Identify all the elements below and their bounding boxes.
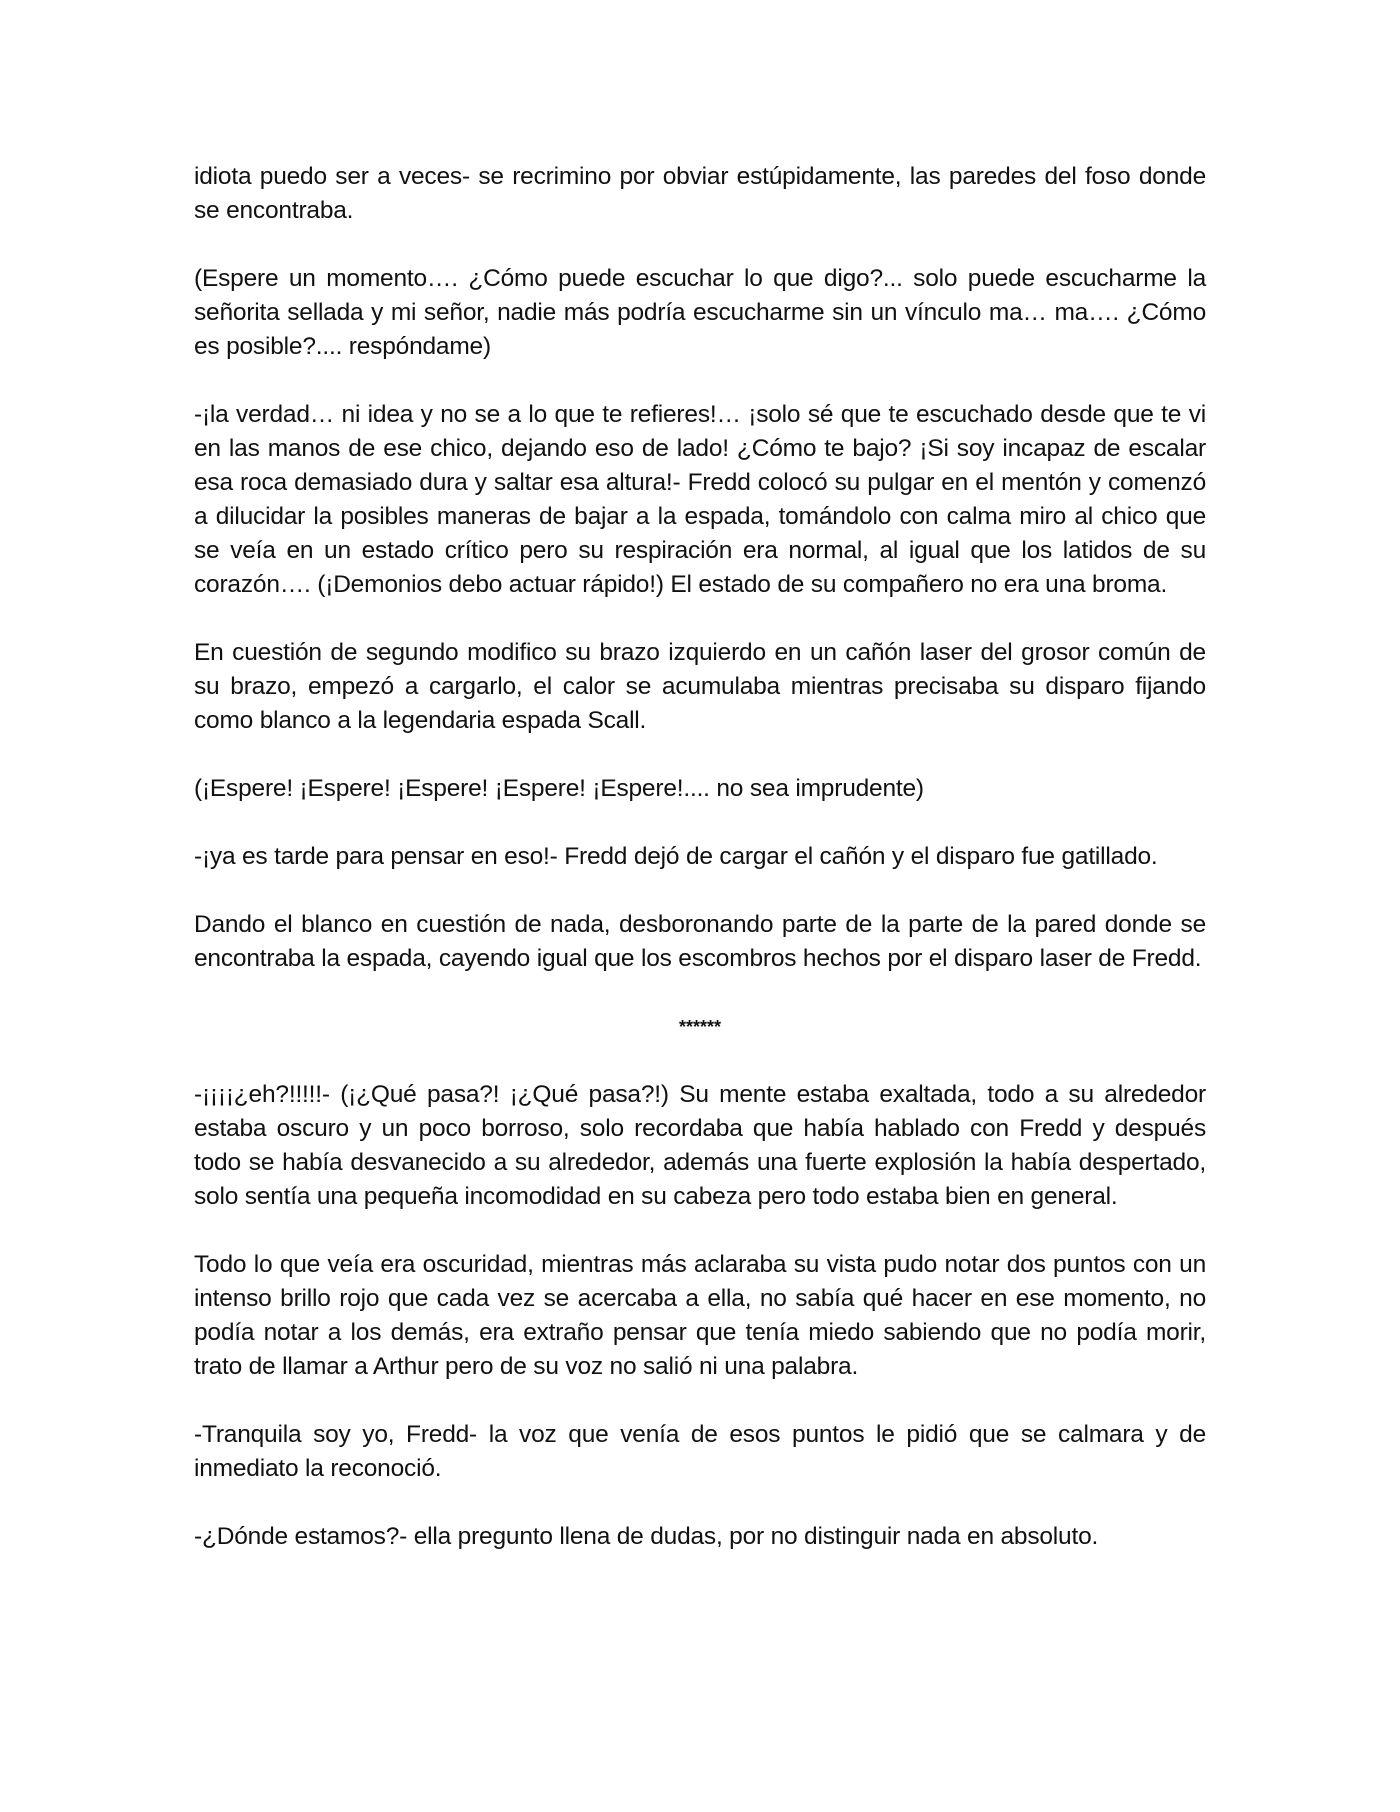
paragraph: -¡la verdad… ni idea y no se a lo que te refieres!… ¡solo sé que te escuchado desde que te vi en las manos de ese chico, dejando eso de lado! ¿Cómo te bajo? ¡Si soy incapaz de escalar esa roca demasiado dura y saltar esa altura!- Fredd colocó su pulgar en el mentón y comenzó a dilucidar la posibles maneras de bajar a la espada, tomándolo con calma miro al chico que se veía en un estado crítico pero su respiración era normal, al igual que los latidos de su corazón…. (¡Demonios debo actuar rápido!) El estado de su compañero no era una broma. — [194, 401, 1206, 598]
paragraph: (Espere un momento…. ¿Cómo puede escuchar lo que digo?... solo puede escucharme la señorita sellada y mi señor, nadie más podría escucharme sin un vínculo ma… ma…. ¿Cómo es posible?.... respóndame) — [194, 265, 1206, 360]
paragraph: (¡Espere! ¡Espere! ¡Espere! ¡Espere! ¡Espere!.... no sea imprudente) — [194, 775, 924, 802]
paragraph: idiota puedo ser a veces- se recrimino por obviar estúpidamente, las paredes del foso donde se encontraba. — [194, 163, 1206, 224]
section-separator: ****** — [678, 1017, 722, 1037]
paragraph: En cuestión de segundo modifico su brazo izquierdo en un cañón laser del grosor común de su brazo, empezó a cargarlo, el calor se acumulaba mientras precisaba su disparo fijando como blanco a la legendaria espada Scall. — [194, 639, 1206, 734]
paragraph: -¿Dónde estamos?- ella pregunto llena de dudas, por no distinguir nada en absoluto. — [194, 1523, 1099, 1550]
paragraph: -Tranquila soy yo, Fredd- la voz que venía de esos puntos le pidió que se calmara y de inmediato la reconoció. — [194, 1421, 1206, 1482]
paragraph: -¡¡¡¡¿eh?!!!!!- (¡¿Qué pasa?! ¡¿Qué pasa?!) Su mente estaba exaltada, todo a su alrededor estaba oscuro y un poco borroso, solo recordaba que había hablado con Fredd y después todo se había desvanecido a su alrededor, además una fuerte explosión la había despertado, solo sentía una pequeña incomodidad en su cabeza pero todo estaba bien en general. — [194, 1081, 1206, 1210]
paragraph: Todo lo que veía era oscuridad, mientras más aclaraba su vista pudo notar dos puntos con un intenso brillo rojo que cada vez se acercaba a ella, no sabía qué hacer en ese momento, no podía notar a los demás, era extraño pensar que tenía miedo sabiendo que no podía morir, trato de llamar a Arthur pero de su voz no salió ni una palabra. — [194, 1251, 1206, 1380]
document-body — [194, 160, 1206, 1588]
paragraph: -¡ya es tarde para pensar en eso!- Fredd dejó de cargar el cañón y el disparo fue gatillado. — [194, 843, 1158, 870]
paragraph: Dando el blanco en cuestión de nada, desboronando parte de la parte de la pared donde se encontraba la espada, cayendo igual que los escombros hechos por el disparo laser de Fredd. — [194, 911, 1206, 972]
